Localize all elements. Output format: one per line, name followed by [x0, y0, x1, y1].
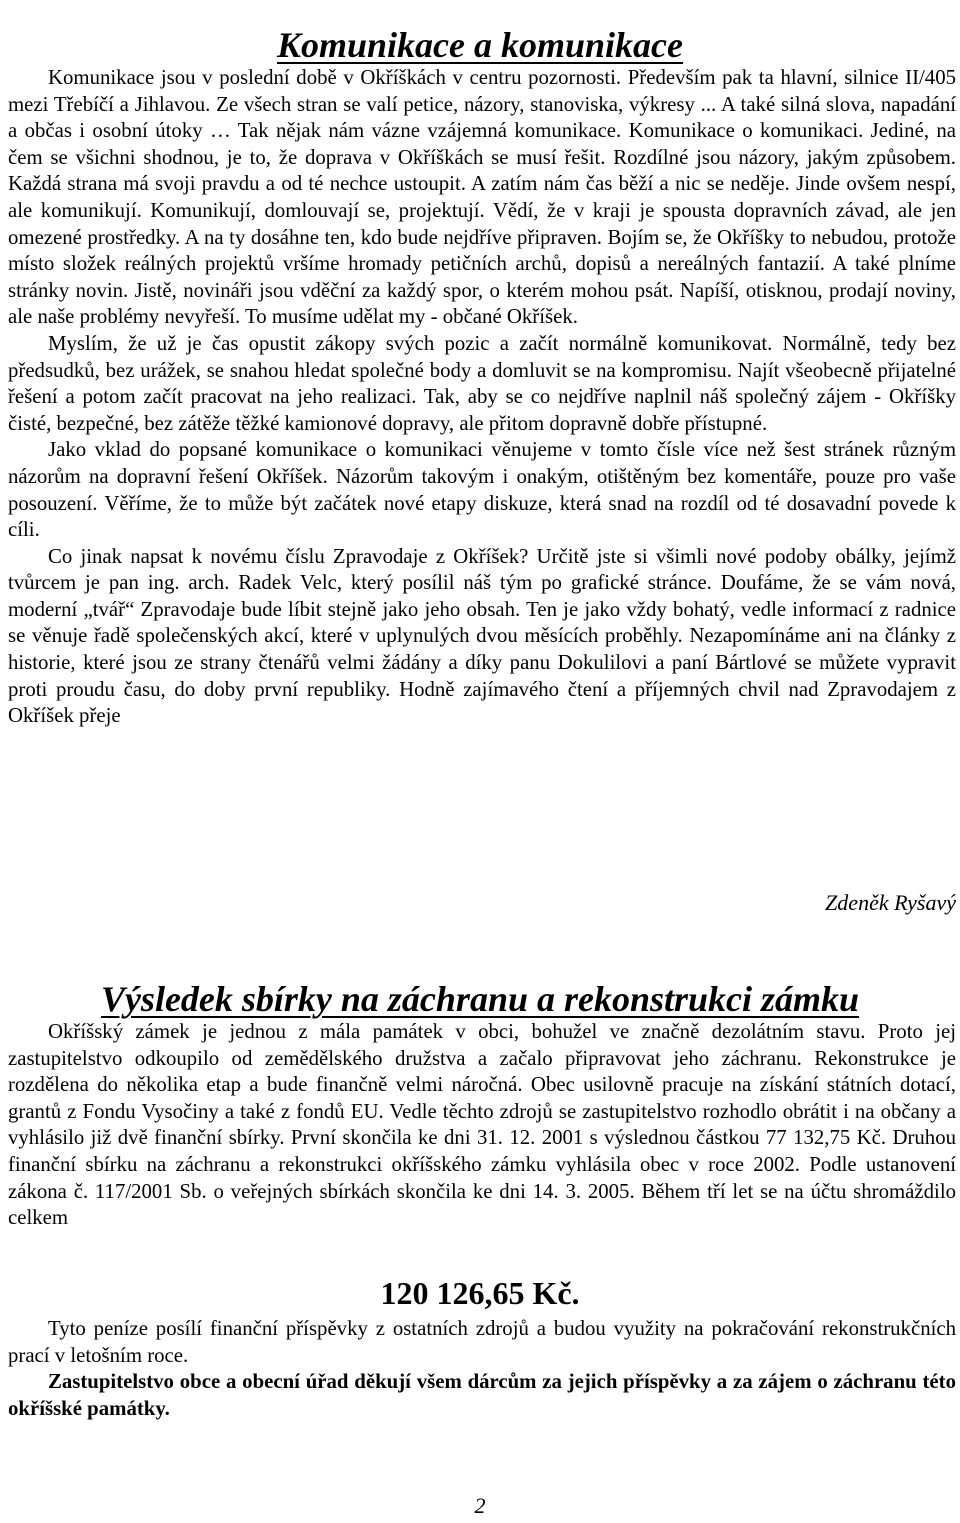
collected-amount: 120 126,65 Kč.	[380, 1275, 580, 1311]
paragraph: Co jinak napsat k novému číslu Zpravodaje z Okříšek? Určitě jste si všimli nové podoby obálky, jejímž tvůrcem je pan ing. arch. Radek Velc, který posílil náš tým po grafické stránce. Doufáme, že se vám nová, moderní „tvář“ Zpravodaje bude líbit stejně jako jeho obsah. Ten je jako vždy bohatý, vedle informací z radnice se věnuje řadě společenských akcí, které v uplynulých dvou měsících proběhly. Nezapomínáme ani na články z historie, které jsou ze strany čtenářů velmi žádány a díky panu Dokulilovi a paní Bártlové se můžete vypravit proti proudu času, do doby první republiky. Hodně zajímavého čtení a příjemných chvil nad Zpravodajem z Okříšek přeje	[8, 544, 956, 728]
paragraph: Okříšský zámek je jednou z mála památek v obci, bohužel ve značně dezolátním stavu. Proto jej zastupitelstvo odkoupilo od zemědělského družstva a začalo připravovat jeho záchranu. Rekonstrukce je rozdělena do několika etap a bude finančně velmi náročná. Obec usilovně pracuje na získání státních dotací, grantů z Fondu Vysočiny a také z fondů EU. Vedle těchto zdrojů se zastupitelstvo rozhodlo obrátit i na občany a vyhlásilo již dvě finanční sbírky. První skončila ke dni 31. 12. 2001 s výslednou částkou 77 132,75 Kč. Druhou finanční sbírku na záchranu a rekonstrukci okříšského zámku vyhlásila obec v roce 2002. Podle ustanovení zákona č. 117/2001 Sb. o veřejných sbírkách skončila ke dni 14. 3. 2005. Během tří let se na účtu shromáždilo celkem	[8, 1020, 956, 1230]
article-title: Komunikace a komunikace	[276, 25, 684, 66]
paragraph: Jako vklad do popsané komunikace o komunikaci věnujeme v tomto čísle více než šest stránek různým názorům na dopravní řešení Okříšek. Názorům takovým i onakým, otištěným bez komentáře, pouze pro vaše posouzení. Věříme, že to může být začátek nové etapy diskuze, která snad na rozdíl od té dosavadní povede k cíli.	[8, 438, 956, 542]
article-body	[8, 65, 956, 730]
article-body	[8, 1019, 956, 1232]
author-signature: Zdeněk Ryšavý	[825, 890, 956, 915]
thanks-paragraph: Zastupitelstvo obce a obecní úřad děkují všem dárcům za jejich příspěvky a za zájem o záchranu této okříšské památky.	[8, 1370, 956, 1420]
article-title: Výsledek sbírky na záchranu a rekonstrukci zámku	[100, 978, 860, 1019]
article-body-continued	[8, 1316, 956, 1422]
paragraph: Komunikace jsou v poslední době v Okříškách v centru pozornosti. Především pak ta hlavní, silnice II/405 mezi Třebíčí a Jihlavou. Ze všech stran se valí petice, názory, stanoviska, výkresy ... A také silná slova, napadání a občas i osobní útoky … Tak nějak nám vázne vzájemná komunikace. Komunikace o komunikaci. Jediné, na čem se všichni shodnou, je to, že doprava v Okříškách se musí řešit. Rozdílné jsou názory, jakým způsobem. Každá strana má svoji pravdu a od té nechce ustoupit. A zatím nám čas běží a nic se neděje. Jinde ovšem nespí, ale komunikují. Komunikují, domlouvají se, projektují. Vědí, že v kraji je spousta dopravních závad, ale jen omezené prostředky. A na ty dosáhne ten, kdo bude nejdříve připraven. Bojím se, že Okříšky to nebudou, protože místo složek reálných projektů vršíme hromady petičních archů, dopisů a nereálných fantazií. A také plníme stránky novin. Jistě, novináři jsou vděční za každý spor, o kterém mohou psát. Napíší, otisknou, prodají noviny, ale naše problémy nevyřeší. To musíme udělat my - občané Okříšek.	[8, 66, 956, 329]
paragraph: Tyto peníze posílí finanční příspěvky z ostatních zdrojů a budou využity na pokračování rekonstrukčních prací v letošním roce.	[8, 1317, 956, 1367]
paragraph: Myslím, že už je čas opustit zákopy svých pozic a začít normálně komunikovat. Normálně, tedy bez předsudků, bez urážek, se snahou hledat společné body a domluvit se na kompromisu. Najít všeobecně přijatelné řešení a potom začít pracovat na jeho realizaci. Tak, aby se co nejdříve naplnil náš společný zájem - Okříšky čisté, bezpečné, bez zátěže těžké kamionové dopravy, ale přitom dopravně dobře přístupné.	[8, 331, 956, 435]
page-number: 2	[474, 1493, 486, 1518]
